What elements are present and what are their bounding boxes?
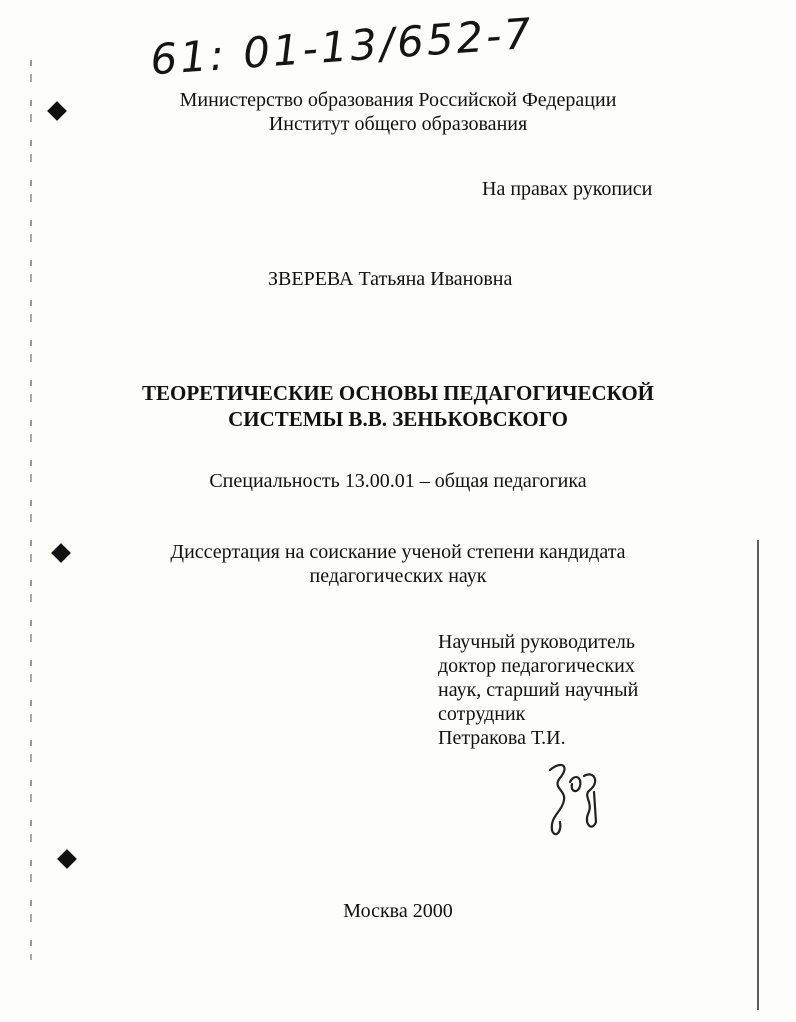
degree-statement-line-2: педагогических наук: [309, 565, 487, 587]
thesis-title-line-2: СИСТЕМЫ В.В. ЗЕНЬКОВСКОГО: [228, 407, 568, 431]
scan-right-edge-line: [757, 540, 759, 1010]
scan-left-edge-artifact: [30, 60, 32, 960]
manuscript-rights-note: На правах рукописи: [482, 178, 653, 200]
author-name: ЗВЕРЕВА Татьяна Ивановна: [268, 268, 513, 290]
city-and-year: Москва 2000: [343, 900, 453, 922]
specialty: Специальность 13.00.01 – общая педагогика: [209, 470, 587, 492]
punch-hole-icon: [57, 849, 77, 869]
ministry-name: Министерство образования Российской Федерации: [179, 89, 617, 111]
supervisor-degree-cont: наук, старший научный: [438, 679, 639, 701]
supervisor-position: сотрудник: [438, 703, 526, 725]
thesis-title-line-1: ТЕОРЕТИЧЕСКИЕ ОСНОВЫ ПЕДАГОГИЧЕСКОЙ: [141, 381, 654, 405]
degree-statement-line-1: Диссертация на соискание ученой степени кандидата: [170, 541, 626, 563]
supervisor-block: [438, 630, 638, 750]
handwritten-signature-icon: [536, 752, 616, 842]
supervisor-role: Научный руководитель: [438, 631, 635, 653]
archive-code: 61: 01-13/652-7: [148, 8, 536, 85]
supervisor-name: Петракова Т.И.: [438, 727, 566, 749]
supervisor-degree: доктор педагогических: [438, 655, 635, 677]
institute-name: Институт общего образования: [268, 113, 528, 135]
